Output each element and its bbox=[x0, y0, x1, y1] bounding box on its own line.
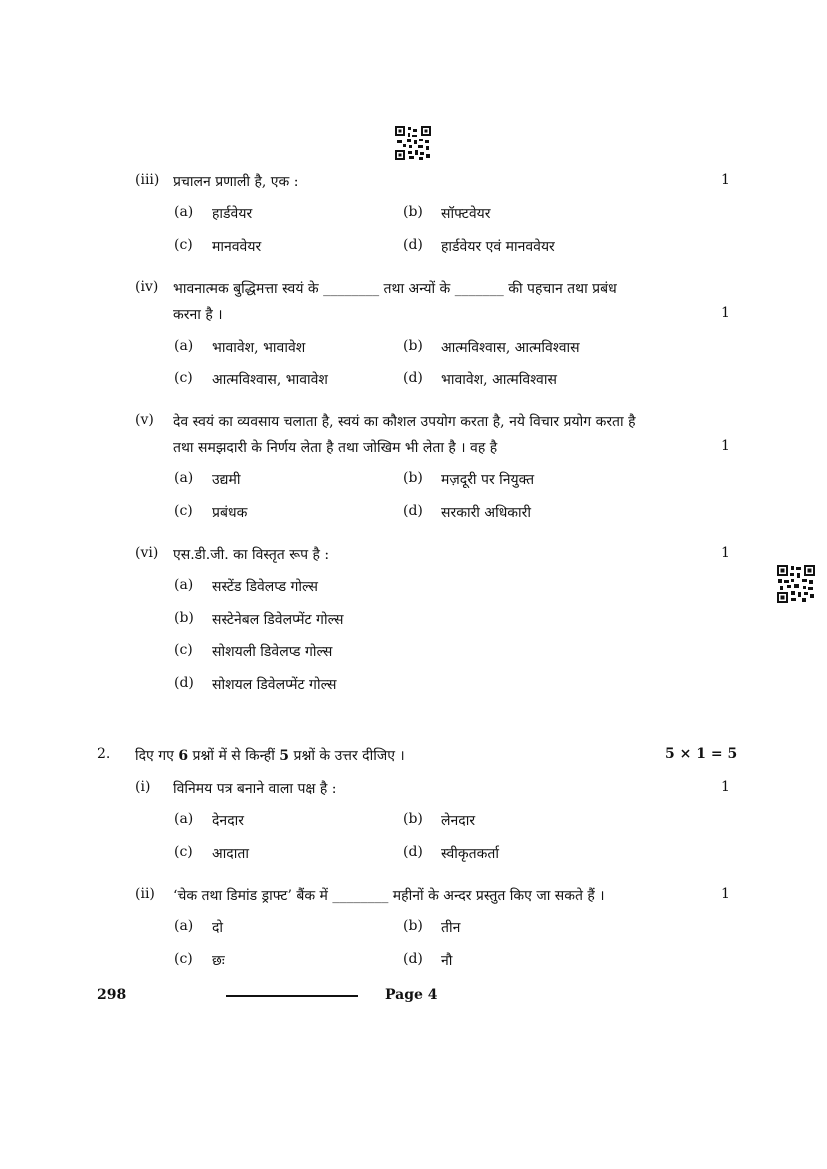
instruction-count-total: 6 bbox=[178, 748, 189, 764]
option-label: (d) bbox=[174, 675, 194, 691]
question-marks: 1 bbox=[721, 545, 730, 561]
question-text: विनिमय पत्र बनाने वाला पक्ष है : bbox=[173, 781, 337, 797]
question-marks: 1 bbox=[721, 305, 730, 321]
question-text: प्रचालन प्रणाली है, एक : bbox=[173, 174, 299, 190]
option-label: (b) bbox=[403, 204, 423, 220]
question-marks: 1 bbox=[721, 438, 730, 454]
option-label: (c) bbox=[174, 642, 193, 658]
option-text: हार्डवेयर bbox=[212, 206, 253, 222]
option-label: (a) bbox=[174, 811, 194, 827]
option-label: (c) bbox=[174, 237, 193, 253]
option-label: (c) bbox=[174, 503, 193, 519]
option-text: देनदार bbox=[212, 813, 244, 829]
qr-code-side bbox=[777, 565, 815, 603]
instruction-part: प्रश्नों में से किन्हीं bbox=[188, 748, 280, 764]
option-label: (a) bbox=[174, 918, 194, 934]
option-label: (a) bbox=[174, 204, 194, 220]
option-label: (c) bbox=[174, 844, 193, 860]
question-number: (v) bbox=[135, 412, 154, 428]
option-text: सस्टेनेबल डिवेलप्मेंट गोल्स bbox=[212, 612, 344, 628]
instruction-part: दिए गए bbox=[135, 748, 179, 764]
option-text: छः bbox=[212, 953, 225, 969]
question-total-marks: 5 × 1 = 5 bbox=[665, 746, 738, 762]
footer-divider bbox=[226, 995, 358, 997]
option-label: (d) bbox=[403, 844, 423, 860]
question-text: ‘चेक तथा डिमांड ड्राफ्ट’ बैंक में ________ महीनों के अन्दर प्रस्तुत किए जा सकते हैं । bbox=[173, 888, 605, 904]
qr-code-top bbox=[395, 126, 431, 160]
option-text: सोशयली डिवेलप्ड गोल्स bbox=[212, 644, 333, 660]
option-text: तीन bbox=[441, 920, 461, 936]
question-number: (iii) bbox=[135, 172, 160, 188]
question-number: (i) bbox=[135, 779, 151, 795]
question-number: (iv) bbox=[135, 279, 159, 295]
option-label: (b) bbox=[403, 811, 423, 827]
option-text: आत्मविश्वास, भावावेश bbox=[212, 372, 328, 388]
option-text: सॉफ्टवेयर bbox=[441, 206, 491, 222]
option-label: (c) bbox=[174, 951, 193, 967]
option-text: आत्मविश्वास, आत्मविश्वास bbox=[441, 340, 580, 356]
option-label: (b) bbox=[403, 338, 423, 354]
option-label: (c) bbox=[174, 370, 193, 386]
instruction-part: प्रश्नों के उत्तर दीजिए । bbox=[289, 748, 405, 764]
question-number: (ii) bbox=[135, 886, 155, 902]
option-label: (d) bbox=[403, 951, 423, 967]
option-label: (d) bbox=[403, 237, 423, 253]
question-text: एस.डी.जी. का विस्तृत रूप है : bbox=[173, 547, 330, 563]
option-text: भावावेश, आत्मविश्वास bbox=[441, 372, 557, 388]
instruction-count-attempt: 5 bbox=[279, 748, 290, 764]
option-label: (a) bbox=[174, 338, 194, 354]
option-text: आदाता bbox=[212, 846, 249, 862]
option-label: (b) bbox=[403, 470, 423, 486]
option-text: मज़दूरी पर नियुक्त bbox=[441, 472, 535, 488]
option-text: सस्टेंड डिवेलप्ड गोल्स bbox=[212, 579, 319, 595]
option-text: स्वीकृतकर्ता bbox=[441, 846, 499, 862]
question-text: देव स्वयं का व्यवसाय चलाता है, स्वयं का कौशल उपयोग करता है, नये विचार प्रयोग करता है bbox=[173, 414, 636, 430]
option-label: (d) bbox=[403, 370, 423, 386]
option-text: सोशयल डिवेलप्मेंट गोल्स bbox=[212, 677, 337, 693]
page-number: Page 4 bbox=[385, 987, 438, 1003]
option-label: (a) bbox=[174, 577, 194, 593]
question-marks: 1 bbox=[721, 779, 730, 795]
option-text: दो bbox=[212, 920, 224, 936]
question-text-continued: करना है । bbox=[173, 307, 223, 323]
option-text: भावावेश, भावावेश bbox=[212, 340, 306, 356]
option-label: (b) bbox=[174, 610, 194, 626]
question-text: भावनात्मक बुद्धिमत्ता स्वयं के ________ तथा अन्यों के _______ की पहचान तथा प्रबंध bbox=[173, 281, 617, 297]
paper-code: 298 bbox=[97, 987, 127, 1003]
option-text: नौ bbox=[441, 953, 453, 969]
question-marks: 1 bbox=[721, 886, 730, 902]
question-marks: 1 bbox=[721, 172, 730, 188]
option-text: प्रबंधक bbox=[212, 505, 248, 521]
option-text: उद्यमी bbox=[212, 472, 241, 488]
question-text-continued: तथा समझदारी के निर्णय लेता है तथा जोखिम भी लेता है । वह है bbox=[173, 440, 498, 456]
question-number: (vi) bbox=[135, 545, 159, 561]
question-instruction bbox=[135, 746, 405, 765]
question-main-number: 2. bbox=[97, 746, 111, 762]
option-text: लेनदार bbox=[441, 813, 476, 829]
option-label: (d) bbox=[403, 503, 423, 519]
option-label: (b) bbox=[403, 918, 423, 934]
option-label: (a) bbox=[174, 470, 194, 486]
option-text: हार्डवेयर एवं मानववेयर bbox=[441, 239, 555, 255]
option-text: सरकारी अधिकारी bbox=[441, 505, 532, 521]
option-text: मानववेयर bbox=[212, 239, 262, 255]
